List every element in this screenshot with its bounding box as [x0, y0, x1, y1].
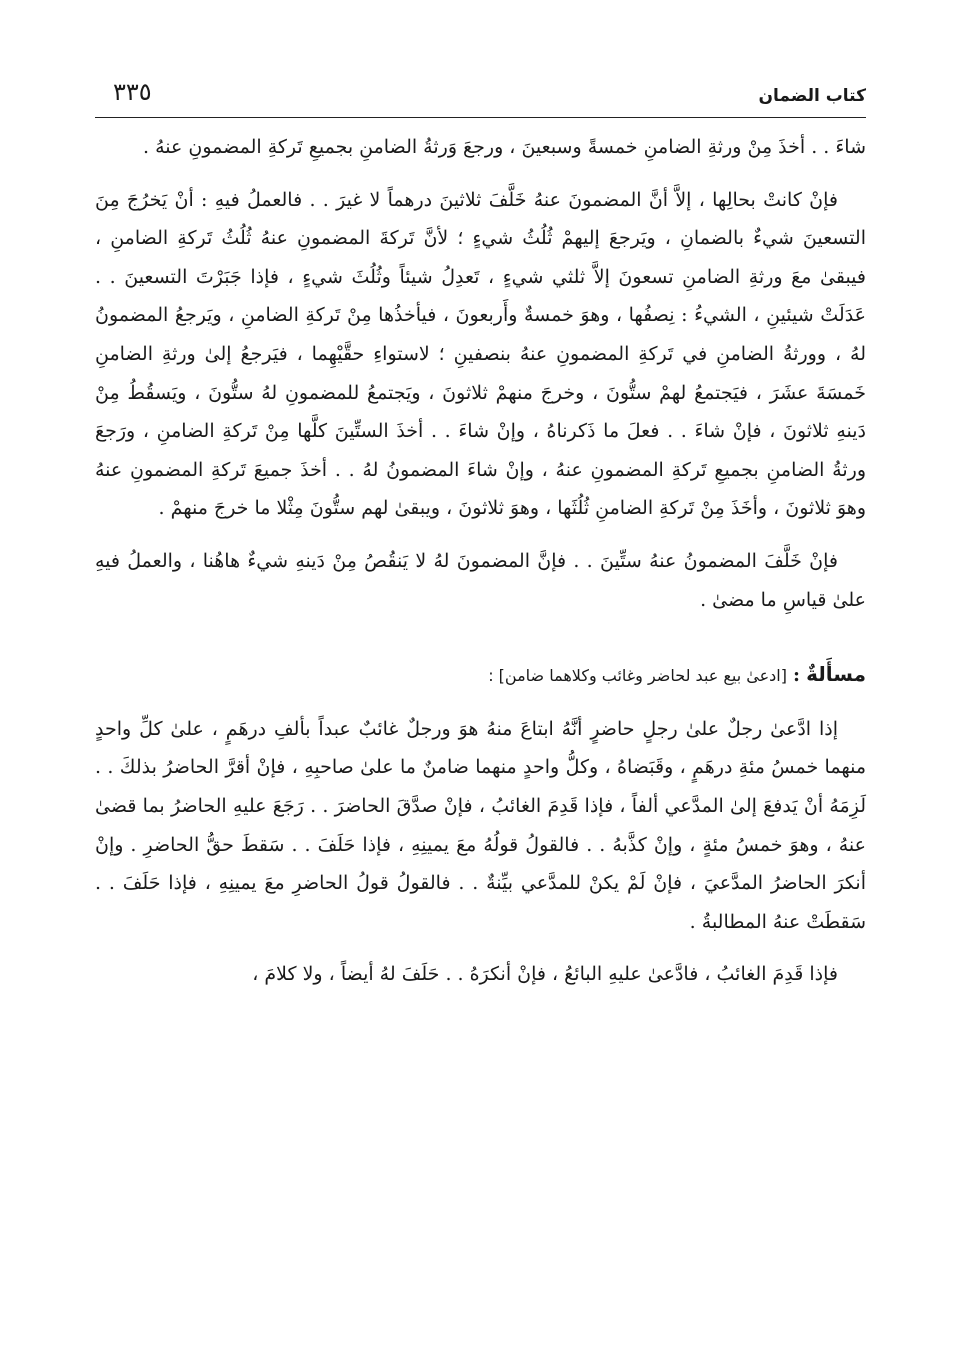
masala-title: [ادعىٰ بيع عبد لحاضر وغائب وكلاهما ضامن] :: [488, 666, 787, 686]
masala-heading: [95, 655, 866, 696]
paragraph: فإنْ كانتْ بحالِها ، إلاَّ أنَّ المضمونَ عنهُ خَلَّفَ ثلاثينَ درهماً لا غيرَ . . فالعملُ فيهِ : أنْ يَخرُجَ مِنَ التسعينَ شيءٌ بالضمانِ ، ويَرجعَ إليهمْ ثُلُثُ شيءٍ ؛ لأنَّ تَركةَ المضمونِ عنهُ ثُلُثُ تَركةِ الضامنِ ، فيبقىٰ معَ ورثةِ الضامنِ تسعونَ إلاَّ ثلثي شيءٍ ، تَعدِلُ شيئاً وثُلُثَ شيءٍ ، فإذا جَبَرْتَ التسعينَ . . عَدَلَتْ شيئينِ ، الشيءُ : نِصفُها ، وهوَ خمسةٌ وأَربعونَ ، فيأخذُها مِنْ تَركةِ الضامنِ ، ويَرجعُ المضمونُ لهُ ، وورثةُ الضامنِ في تَركةِ المضمونِ عنهُ بنصفينِ ؛ لاستواءِ حقَّيْهِما ، فيَرجعُ إلىٰ ورثةِ الضامنِ خَمسَةَ عشَرَ ، فيَجتمعُ لهمْ ستُّونَ ، وخرجَ منهمْ ثلاثونَ ، ويَجتمعُ للمضمونِ لهُ ستُّونَ ، ويَسقُطُ مِنْ دَينهِ ثلاثونَ ، فإنْ شاءَ . . فعلَ ما ذَكرناهُ ، وإنْ شاءَ . . أخذَ الستِّينَ كلَّها مِنْ تَركةِ الضامنِ ، ورَجعَ ورثةُ الضامنِ بجميعِ تَركةِ المضمونِ عنهُ ، وإنْ شاءَ المضمونُ لهُ . . أخذَ جميعَ تَركةِ المضمونِ عنهُ وهوَ ثلاثونَ ، وأخَذَ مِنْ تَركةِ الضامنِ ثُلُثَها ، وهوَ ثلاثونَ ، ويبقىٰ لهم ستُّونَ مِثْلا ما خرجَ منهمْ .: [95, 188, 866, 520]
masala-label: مسأَلةٌ: [806, 662, 866, 687]
header-divider: [95, 117, 866, 118]
paragraph: شاءَ . . أخذَ مِنْ ورثةِ الضامنِ خمسةً وسبعينَ ، ورجعَ وَرثةُ الضامنِ بجميعِ تَركةِ المضمونِ عنهُ .: [143, 136, 866, 158]
page-number: ٣٣٥: [113, 78, 152, 106]
paragraph: فإنْ خَلَّفَ المضمونُ عنهُ ستِّينَ . . فإنَّ المضمونَ لهُ لا يَنقُصُ مِنْ دَينهِ شيءٌ هاهُنا ، والعملُ فيهِ علىٰ قياسِ ما مضىٰ .: [95, 549, 866, 611]
masala-separator: :: [793, 664, 801, 687]
page-body: [95, 128, 866, 1008]
paragraph: فإذا قَدِمَ الغائبُ ، فادَّعىٰ عليهِ البائعُ ، فإنْ أنكرَهُ . . حَلَفَ لهُ أيضاً ، ولا كلامَ ،: [252, 963, 838, 986]
page-header: [95, 78, 866, 114]
running-title: كتاب الضمان: [758, 86, 866, 106]
paragraph: إذا ادَّعىٰ رجلٌ علىٰ رجلٍ حاضرٍ أنَّهُ ابتاعَ منهُ هوَ ورجلٌ غائبٌ عبداً بألفِ درهَمٍ ، علىٰ كلِّ واحدٍ منهما خمسُ مئةِ درهَمٍ ، وقَبَضاهُ ، وكلُّ واحدٍ منهما ضامنٌ ما علىٰ صاحبِهِ ، فإنْ أقرَّ الحاضرُ بذلكَ . . لَزِمَهُ أنْ يَدفعَ إلىٰ المدَّعي ألفاً ، فإذا قَدِمَ الغائبُ ، فإنْ صدَّقَ الحاضرَ . . رَجَعَ عليهِ الحاضرُ بما قضىٰ عنهُ ، وهوَ خمسُ مئةٍ ، وإنْ كذَّبهُ . . فالقولُ قولُهُ معَ يمينِهِ ، فإذا حَلَفَ . . سَقطَ حقُّ الحاضرِ . وإنْ أنكرَ الحاضرُ المدَّعيَ ، فإنْ لَمْ يكنْ للمدَّعي بيِّنةٌ . . فالقولُ قولُ الحاضرِ معَ يمينِهِ ، فإذا حَلَفَ . . سَقطَتْ عنهُ المطالبةُ .: [95, 717, 866, 933]
